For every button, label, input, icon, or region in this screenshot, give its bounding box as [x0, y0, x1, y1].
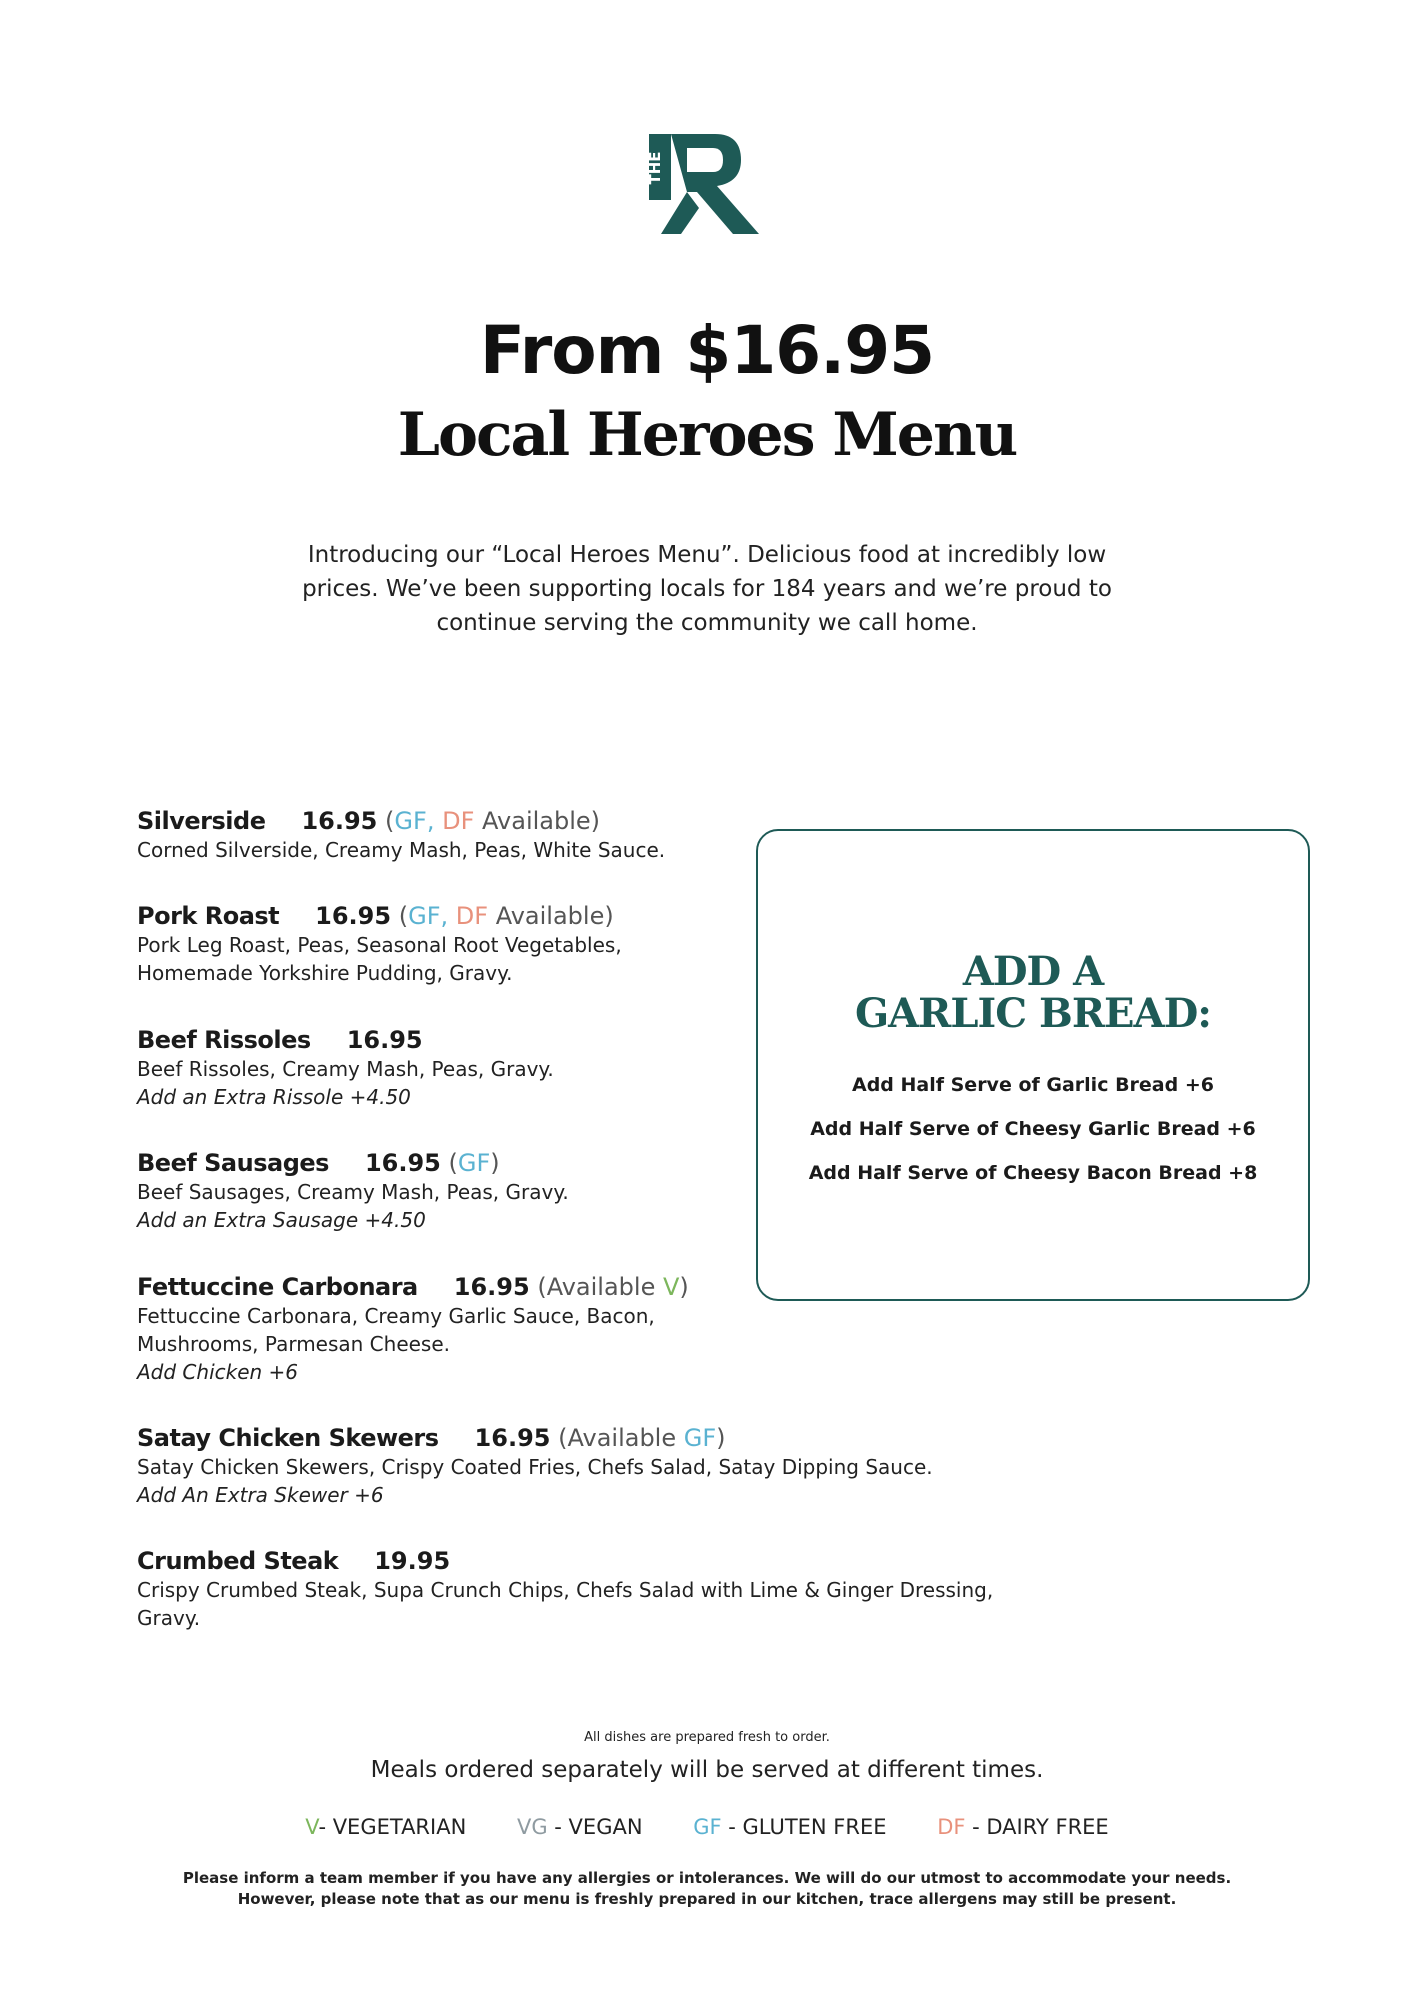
legend-gluten-free: GF - GLUTEN FREE	[693, 1815, 887, 1839]
item-description: Fettuccine Carbonara, Creamy Garlic Sauce, Bacon,	[137, 1304, 655, 1328]
item-add-on: Add an Extra Sausage +4.50	[137, 1208, 426, 1232]
gf-tag: GF	[683, 1424, 717, 1452]
menu-item-crumbed-steak	[137, 1546, 1037, 1632]
item-description: Pork Leg Roast, Peas, Seasonal Root Vegetables,	[137, 933, 622, 957]
item-add-on: Add An Extra Skewer +6	[137, 1483, 384, 1507]
gf-tag: GF	[394, 807, 427, 835]
item-price: 19.95	[374, 1547, 451, 1575]
brand-logo	[647, 130, 767, 238]
fresh-note: All dishes are prepared fresh to order.	[584, 1730, 830, 1745]
dietary-note: (GF, DF Available)	[385, 807, 601, 835]
item-price: 16.95	[364, 1149, 441, 1177]
the-r-logo-icon	[647, 130, 767, 238]
dietary-note: (Available GF)	[558, 1424, 726, 1452]
allergen-disclaimer: Please inform a team member if you have any allergies or intolerances. We will do our utmost to accommodate your needs. However, please note that as our menu is freshly prepared in our kitchen, trace allergens may still be present.	[182, 1869, 1232, 1908]
gf-tag: GF	[457, 1149, 491, 1177]
item-price: 16.95	[346, 1026, 423, 1054]
page-title: Local Heroes Menu	[397, 400, 1017, 470]
item-description: Corned Silverside, Creamy Mash, Peas, White Sauce.	[137, 838, 666, 862]
item-name: Satay Chicken Skewers	[137, 1424, 439, 1452]
item-description: Beef Rissoles, Creamy Mash, Peas, Gravy.	[137, 1057, 554, 1081]
item-add-on: Add Chicken +6	[137, 1360, 299, 1384]
df-tag: DF	[442, 807, 475, 835]
item-description: Satay Chicken Skewers, Crispy Coated Fries, Chefs Salad, Satay Dipping Sauce.	[137, 1455, 933, 1479]
garlic-option: Add Half Serve of Garlic Bread +6	[851, 1074, 1214, 1096]
item-price: 16.95	[474, 1424, 551, 1452]
dietary-note: (GF, DF Available)	[398, 902, 614, 930]
garlic-bread-title: ADD A GARLIC BREAD:	[854, 948, 1212, 1037]
df-tag: DF	[455, 902, 489, 930]
item-name: Beef Rissoles	[137, 1026, 311, 1054]
hero-price: From $16.95	[479, 312, 935, 389]
item-name: Silverside	[137, 807, 266, 835]
item-price: 16.95	[315, 902, 392, 930]
dietary-note: (GF)	[448, 1149, 500, 1177]
logo-text: THE	[647, 151, 664, 185]
menu-item-satay-chicken-skewers	[137, 1423, 1037, 1546]
garlic-bread-box	[756, 829, 1310, 1301]
item-name: Fettuccine Carbonara	[137, 1273, 418, 1301]
served-note: Meals ordered separately will be served at different times.	[370, 1757, 1044, 1783]
v-tag: V	[662, 1273, 680, 1301]
intro-paragraph: Introducing our “Local Heroes Menu”. Delicious food at incredibly low prices. We’ve been supporting locals for 184 years and we’re proud to continue serving the community we call home.	[302, 542, 1112, 636]
dietary-note: (Available V)	[537, 1273, 689, 1301]
item-name: Pork Roast	[137, 902, 280, 930]
legend-vegan: VG - VEGAN	[516, 1815, 643, 1839]
legend-dairy-free: DF - DAIRY FREE	[937, 1815, 1109, 1839]
legend-vegetarian: V- VEGETARIAN	[305, 1815, 467, 1839]
gf-tag: GF	[408, 902, 441, 930]
item-name: Crumbed Steak	[137, 1547, 339, 1575]
item-name: Beef Sausages	[137, 1149, 329, 1177]
garlic-option: Add Half Serve of Cheesy Bacon Bread +8	[808, 1162, 1258, 1184]
item-price: 16.95	[453, 1273, 530, 1301]
item-description: Beef Sausages, Creamy Mash, Peas, Gravy.	[137, 1180, 569, 1204]
garlic-option: Add Half Serve of Cheesy Garlic Bread +6	[810, 1118, 1256, 1140]
item-description: Mushrooms, Parmesan Cheese.	[137, 1332, 451, 1356]
garlic-bread-options	[758, 1063, 1308, 1195]
item-description: Crispy Crumbed Steak, Supa Crunch Chips, Chefs Salad with Lime & Ginger Dressing, Gravy.	[137, 1578, 994, 1630]
dietary-legend	[0, 1815, 1414, 1839]
item-add-on: Add an Extra Rissole +4.50	[137, 1085, 411, 1109]
item-description: Homemade Yorkshire Pudding, Gravy.	[137, 961, 513, 985]
item-price: 16.95	[301, 807, 378, 835]
